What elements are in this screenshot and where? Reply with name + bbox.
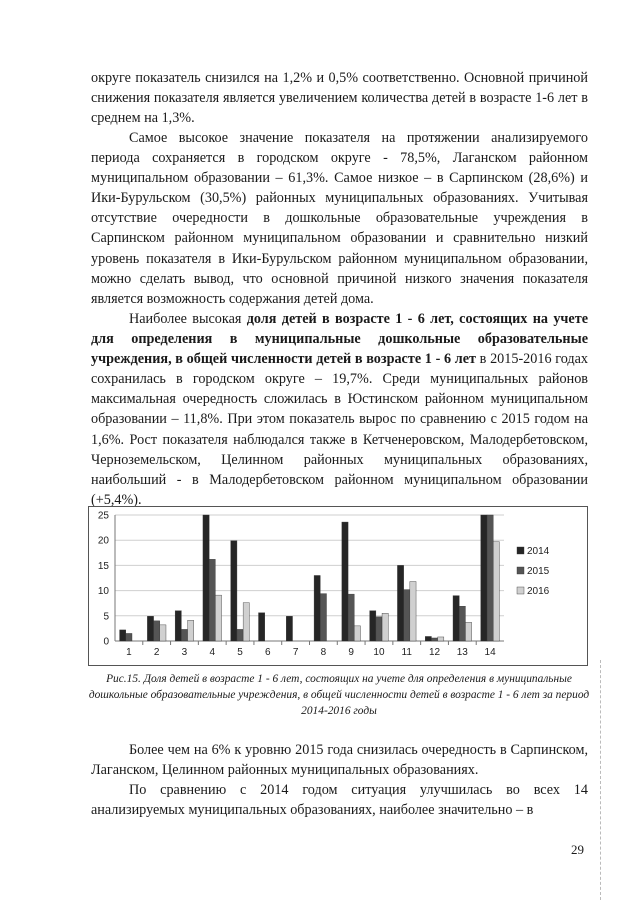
legend-swatch-2014 bbox=[517, 547, 524, 554]
page-edge-line bbox=[600, 660, 602, 900]
bar-2014-7 bbox=[286, 616, 292, 641]
bar-2016-3 bbox=[188, 620, 194, 641]
bar-2015-13 bbox=[459, 606, 465, 641]
bar-2016-13 bbox=[465, 622, 471, 641]
paragraph-3-start: Наиболее высокая bbox=[129, 311, 247, 327]
bar-2015-5 bbox=[237, 629, 243, 641]
x-tick-label-9: 9 bbox=[348, 647, 354, 658]
y-tick-label-1: 5 bbox=[103, 611, 109, 623]
y-tick-label-0: 0 bbox=[103, 636, 109, 648]
bar-2015-1 bbox=[126, 633, 132, 641]
bar-2016-9 bbox=[354, 626, 360, 641]
bar-2015-4 bbox=[209, 559, 215, 641]
bar-2015-12 bbox=[431, 638, 437, 641]
x-tick-label-11: 11 bbox=[401, 647, 412, 658]
y-tick-label-2: 10 bbox=[97, 586, 109, 598]
x-tick-label-12: 12 bbox=[428, 647, 441, 658]
paragraph-3 bbox=[91, 309, 588, 510]
bar-2015-9 bbox=[348, 594, 354, 641]
x-tick-label-4: 4 bbox=[209, 647, 216, 658]
bar-2016-11 bbox=[410, 582, 416, 641]
legend-label-2016: 2016 bbox=[527, 586, 550, 597]
bar-2016-2 bbox=[160, 625, 166, 641]
bar-2015-14 bbox=[487, 515, 493, 641]
bar-2014-6 bbox=[259, 613, 265, 641]
bar-2016-14 bbox=[493, 542, 499, 641]
x-tick-label-7: 7 bbox=[292, 647, 299, 658]
bar-2014-1 bbox=[120, 630, 126, 641]
x-tick-label-13: 13 bbox=[456, 647, 468, 658]
y-tick-label-3: 15 bbox=[97, 560, 109, 572]
x-tick-label-10: 10 bbox=[373, 647, 385, 658]
x-tick-label-8: 8 bbox=[320, 647, 327, 658]
bar-2014-13 bbox=[453, 596, 459, 641]
bar-2014-3 bbox=[175, 611, 181, 641]
bar-2014-4 bbox=[203, 515, 209, 641]
bar-chart-svg bbox=[89, 507, 587, 665]
x-tick-label-6: 6 bbox=[265, 647, 271, 658]
paragraph-3-bold: доля детей в возрасте 1 - 6 лет, состоящих на учете для определения в муниципальные дошкольные образовательные учреждения, в общей численности детей в возрасте 1 - 6 лет bbox=[91, 311, 588, 368]
bar-2016-10 bbox=[382, 613, 388, 641]
bar-2015-11 bbox=[404, 590, 410, 641]
page-number: 29 bbox=[571, 842, 584, 857]
x-tick-label-5: 5 bbox=[237, 647, 243, 658]
legend-label-2015: 2015 bbox=[527, 566, 550, 577]
legend-label-2014: 2014 bbox=[527, 546, 550, 557]
y-tick-label-4: 20 bbox=[97, 535, 109, 547]
bar-2015-10 bbox=[376, 617, 382, 641]
bar-2014-14 bbox=[481, 515, 487, 641]
bar-2016-4 bbox=[215, 595, 221, 641]
legend-swatch-2016 bbox=[517, 587, 524, 594]
paragraph-1: округе показатель снизился на 1,2% и 0,5% соответственно. Основной причиной снижения показателя является увеличением количества детей в возрасте 1-6 лет в среднем на 1,3%. bbox=[91, 70, 588, 127]
paragraph-2: Самое высокое значение показателя на протяжении анализируемого периода сохраняется в городском округе - 78,5%, Лаганском районном муниципальном образовании – 61,3%. Самое низкое – в Сарпинском (28,6%) и Ики-Бурульском (30,5%) районных муниципальных образованиях. Учитывая отсутствие очередности в дошкольные образовательные учреждения в Сарпинском районном муниципальном образовании и сравнительно низкий уровень показателя в Ики-Бурульском районном муниципальном образовании, можно сделать вывод, что основной причиной низкого значения показателя является возможность содержания детей дома. bbox=[91, 130, 588, 307]
paragraph-5: По сравнению с 2014 годом ситуация улучшилась во всех 14 анализируемых муниципальных образованиях, наиболее значительно – в bbox=[91, 782, 588, 819]
x-tick-label-14: 14 bbox=[484, 647, 496, 658]
x-tick-label-2: 2 bbox=[153, 647, 160, 658]
x-tick-label-1: 1 bbox=[126, 647, 132, 658]
bar-2015-8 bbox=[320, 594, 326, 641]
bar-2014-9 bbox=[342, 522, 348, 641]
bar-2014-5 bbox=[231, 541, 237, 641]
figure-caption: Рис.15. Доля детей в возрасте 1 - 6 лет, состоящих на учете для определения в муниципальные дошкольные образовательные учреждения, в общей численности детей в возрасте 1 - 6 лет за период 2014-2016 годы bbox=[88, 673, 590, 717]
bar-2014-2 bbox=[147, 616, 153, 641]
y-tick-label-5: 25 bbox=[97, 510, 109, 522]
bar-2015-3 bbox=[181, 629, 187, 641]
bar-2014-10 bbox=[370, 611, 376, 641]
paragraph-4: Более чем на 6% к уровню 2015 года снизилась очередность в Сарпинском, Лаганском, Целинном районных муниципальных образованиях. bbox=[91, 742, 588, 779]
bar-2016-5 bbox=[243, 603, 249, 641]
bar-2016-12 bbox=[438, 637, 444, 641]
paragraph-3-end: в 2015-2016 годах сохранилась в городском округе – 19,7%. Среди муниципальных районов максимальная очередность сложилась в Юстинском районном муниципальном образовании – 11,8%. При этом показатель вырос по сравнению с 2015 годом на 1,6%. Рост показателя наблюдался также в Кетченеровском, Малодербетовском, Черноземельском, Целинном районных муниципальных образованиях, наибольший - в Малодербетовском районном муниципальном образовании (+5,4%). bbox=[91, 351, 588, 508]
bar-2015-2 bbox=[154, 621, 160, 641]
bar-2014-11 bbox=[397, 565, 403, 641]
x-tick-label-3: 3 bbox=[181, 647, 188, 658]
bar-2014-8 bbox=[314, 575, 320, 641]
bar-chart bbox=[88, 506, 588, 666]
bar-2014-12 bbox=[425, 636, 431, 641]
legend-swatch-2015 bbox=[517, 567, 524, 574]
